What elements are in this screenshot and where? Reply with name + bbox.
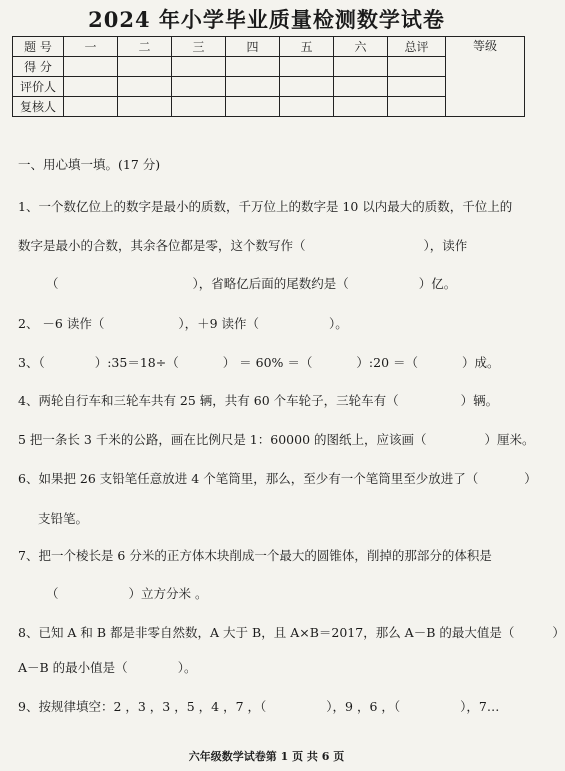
row-label: 得 分 <box>13 57 64 77</box>
header-cell: 三 <box>172 37 226 57</box>
header-cell: 一 <box>64 37 118 57</box>
row-label: 复核人 <box>13 97 64 117</box>
header-cell: 六 <box>334 37 388 57</box>
header-cell-grade: 等级 <box>446 37 525 117</box>
section-heading: 一、用心填一填。(17 分) <box>18 157 161 172</box>
question-8-line-2: A－B 的最小值是（ ）。 <box>18 660 197 675</box>
question-2: 2、 －6 读作（ ），＋9 读作（ ）。 <box>18 316 348 331</box>
question-6-line-2: 支铅笔。 <box>38 511 89 526</box>
question-1-line-1: 1、一个数亿位上的数字是最小的质数，千万位上的数字是 10 以内最大的质数，千位上的 <box>18 199 513 214</box>
question-8-line-1: 8、已知 A 和 B 都是非零自然数，A 大于 B，且 A×B＝2017，那么 A－B 的最大值是（ ） <box>18 625 565 640</box>
header-cell: 题 号 <box>13 37 64 57</box>
header-cell: 五 <box>280 37 334 57</box>
score-table <box>12 36 525 117</box>
question-7-line-2: （ ）立方分米 。 <box>46 586 208 601</box>
header-cell: 总评 <box>388 37 446 57</box>
question-7-line-1: 7、把一个棱长是 6 分米的正方体木块削成一个最大的圆锥体，削掉的那部分的体积是 <box>18 548 492 563</box>
question-6-line-1: 6、如果把 26 支铅笔任意放进 4 个笔筒里，那么，至少有一个笔筒里至少放进了（ ） <box>18 471 537 486</box>
score-table-header-row <box>13 37 525 57</box>
question-3: 3、（ ）:35＝18÷（ ） ＝ 60% ＝（ ）:20 ＝（ ）成。 <box>18 355 500 370</box>
question-9: 9、按规律填空：2 ，3 ，3 ，5 ，4 ，7 ，（ ），9 ，6 ，（ ），7… <box>18 699 500 714</box>
page-footer: 六年级数学试卷第 1 页 共 6 页 <box>188 750 345 763</box>
header-cell: 四 <box>226 37 280 57</box>
header-cell: 二 <box>118 37 172 57</box>
question-1-line-3: （ ），省略亿后面的尾数约是（ ）亿。 <box>46 276 457 291</box>
exam-title: 2024 年小学毕业质量检测数学试卷 <box>88 7 445 32</box>
question-4: 4、两轮自行车和三轮车共有 25 辆，共有 60 个车轮子，三轮车有（ ）辆。 <box>18 393 499 408</box>
question-5: 5 把一条长 3 千米的公路，画在比例尺是 1：60000 的图纸上，应该画（ ）厘米。 <box>18 432 535 447</box>
row-label: 评价人 <box>13 77 64 97</box>
question-1-line-2: 数字是最小的合数，其余各位都是零，这个数写作（ ），读作 <box>18 238 468 253</box>
